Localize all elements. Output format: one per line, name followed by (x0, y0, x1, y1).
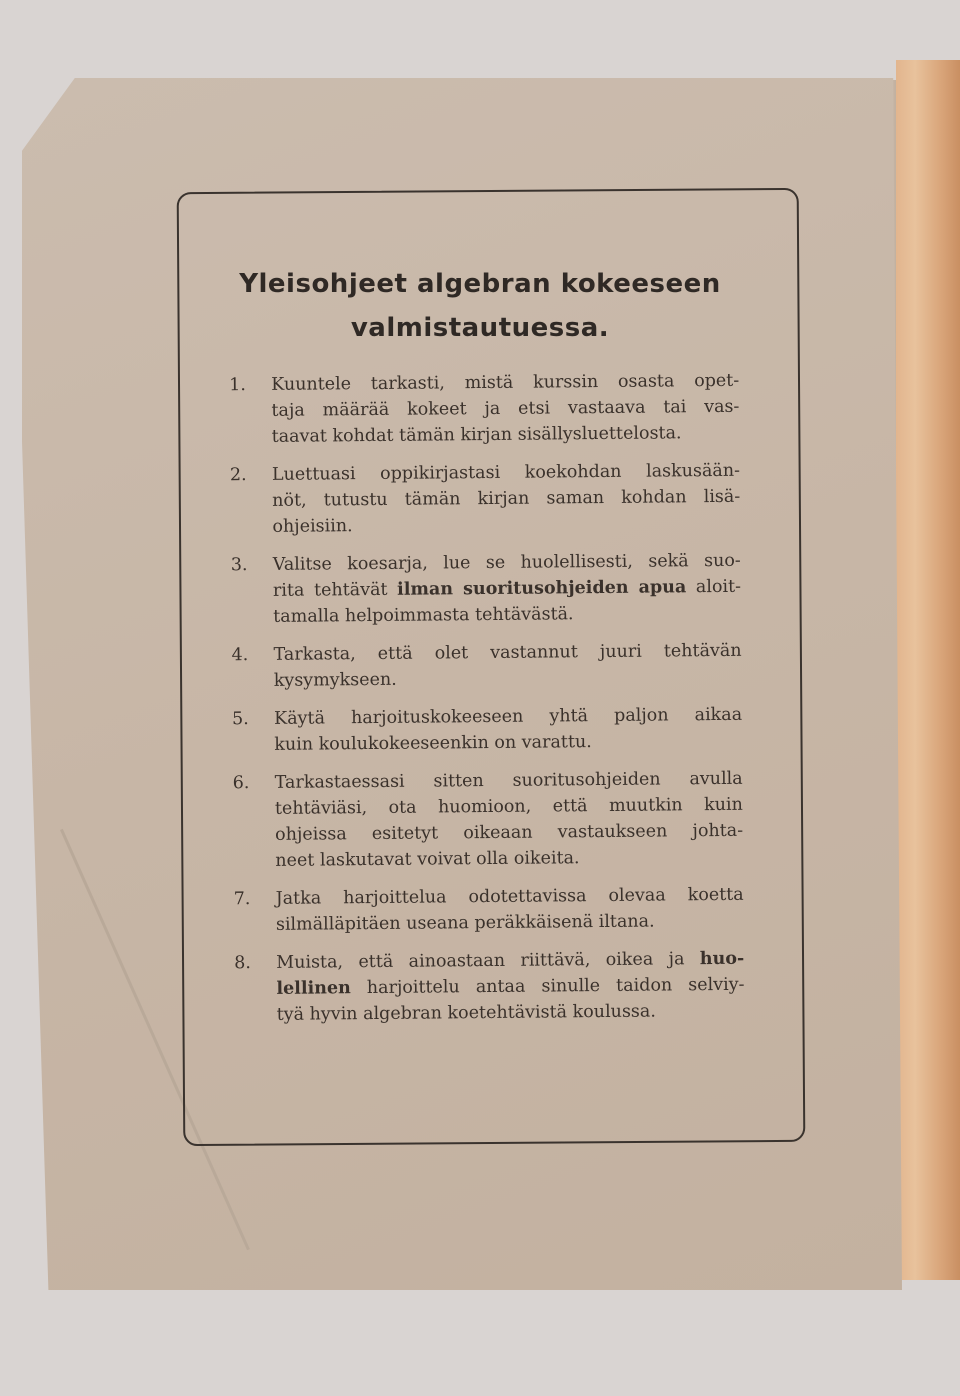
item-text-line (277, 998, 745, 1028)
bold-text: huo- (699, 948, 745, 970)
item-text-line (273, 600, 741, 630)
item-number: 4. (231, 645, 249, 666)
item-text-line (271, 394, 739, 424)
list-item (231, 548, 742, 630)
item-text-line (275, 818, 743, 848)
text-segment: rita tehtävät (272, 579, 398, 601)
list-item (234, 946, 745, 1028)
text-segment: ohjeissa esitetyt oikeaan vastaukseen johta- (275, 820, 744, 845)
bold-text: lellinen (276, 978, 351, 999)
text-segment: Muista, että ainoastaan riittävä, oikea ja (276, 949, 700, 973)
item-text-line (275, 792, 743, 822)
text-segment: Jatka harjoittelua odotettavissa olevaa koetta (275, 884, 744, 909)
item-text-line (273, 548, 741, 578)
text-segment: Kuuntele tarkasti, mistä kurssin osasta opet- (271, 370, 740, 395)
item-text-line (275, 844, 743, 874)
text-segment: nöt, tutustu tämän kirjan saman kohdan lisä- (272, 486, 741, 511)
text-segment: kuin koulukokeeseenkin on varattu. (274, 732, 592, 755)
item-number: 3. (230, 555, 248, 576)
list-item (234, 882, 744, 938)
list-item (231, 638, 741, 694)
item-text-line (275, 766, 743, 796)
text-segment: aloit- (686, 576, 742, 598)
item-number: 8. (234, 953, 252, 974)
text-segment: silmälläpitäen useana peräkkäisenä iltana. (275, 911, 655, 935)
text-segment: Luettuasi oppikirjastasi koekohdan laskusään- (271, 460, 741, 485)
item-number: 5. (232, 709, 249, 730)
text-segment: tamalla helpoimmasta tehtävästä. (273, 604, 574, 627)
text-segment: Valitse koesarja, lue se huolellisesti, sekä suo- (272, 550, 741, 575)
item-text-line (276, 946, 744, 976)
item-text-line (271, 368, 739, 398)
item-text-line (272, 484, 740, 514)
text-segment: harjoittelu antaa sinulle taidon selviy- (350, 974, 745, 999)
item-text-line (274, 728, 742, 758)
item-text-line (274, 664, 742, 694)
item-text-line (276, 972, 744, 1002)
item-text-line (276, 882, 744, 912)
item-text-line (273, 638, 741, 668)
list-item (229, 368, 740, 450)
item-text-line (276, 908, 744, 938)
title-line-1: Yleisohjeet algebran kokeeseen (239, 269, 721, 299)
text-segment: taja määrää kokeet ja etsi vastaava tai vas- (271, 396, 740, 421)
list-item (233, 766, 744, 874)
text-segment: Tarkastaessasi sitten suoritusohjeiden avulla (274, 768, 743, 793)
title-line-2: valmistautuessa. (350, 313, 610, 343)
item-text-line (272, 420, 740, 450)
text-segment: Käytä harjoituskokeeseen yhtä paljon aikaa (274, 704, 743, 729)
list-item (232, 702, 742, 758)
text-segment: tyä hyvin algebran koetehtävistä koulussa. (276, 1001, 656, 1025)
item-number: 1. (229, 375, 246, 396)
item-number: 6. (232, 773, 250, 794)
page-edges (896, 60, 960, 1280)
list-item (230, 458, 741, 540)
text-segment: Tarkasta, että olet vastannut juuri tehtävän (273, 640, 742, 665)
text-segment: tehtäviäsi, ota huomioon, että muutkin kuin (274, 794, 743, 819)
text-segment: taavat kohdat tämän kirjan sisällysluettelosta. (271, 423, 682, 447)
text-segment: neet laskutavat voivat olla oikeita. (275, 848, 580, 871)
item-text-line (272, 458, 740, 488)
item-text-line (273, 574, 741, 604)
text-segment: ohjeisiin. (272, 516, 353, 537)
item-text-line (272, 510, 740, 540)
page-title (180, 262, 780, 350)
item-text-line (274, 702, 742, 732)
text-segment: kysymykseen. (273, 669, 397, 691)
item-number: 2. (229, 465, 247, 486)
instruction-list (229, 368, 745, 1040)
item-number: 7. (233, 889, 251, 910)
bold-text: ilman suoritusohjeiden apua (397, 577, 687, 600)
